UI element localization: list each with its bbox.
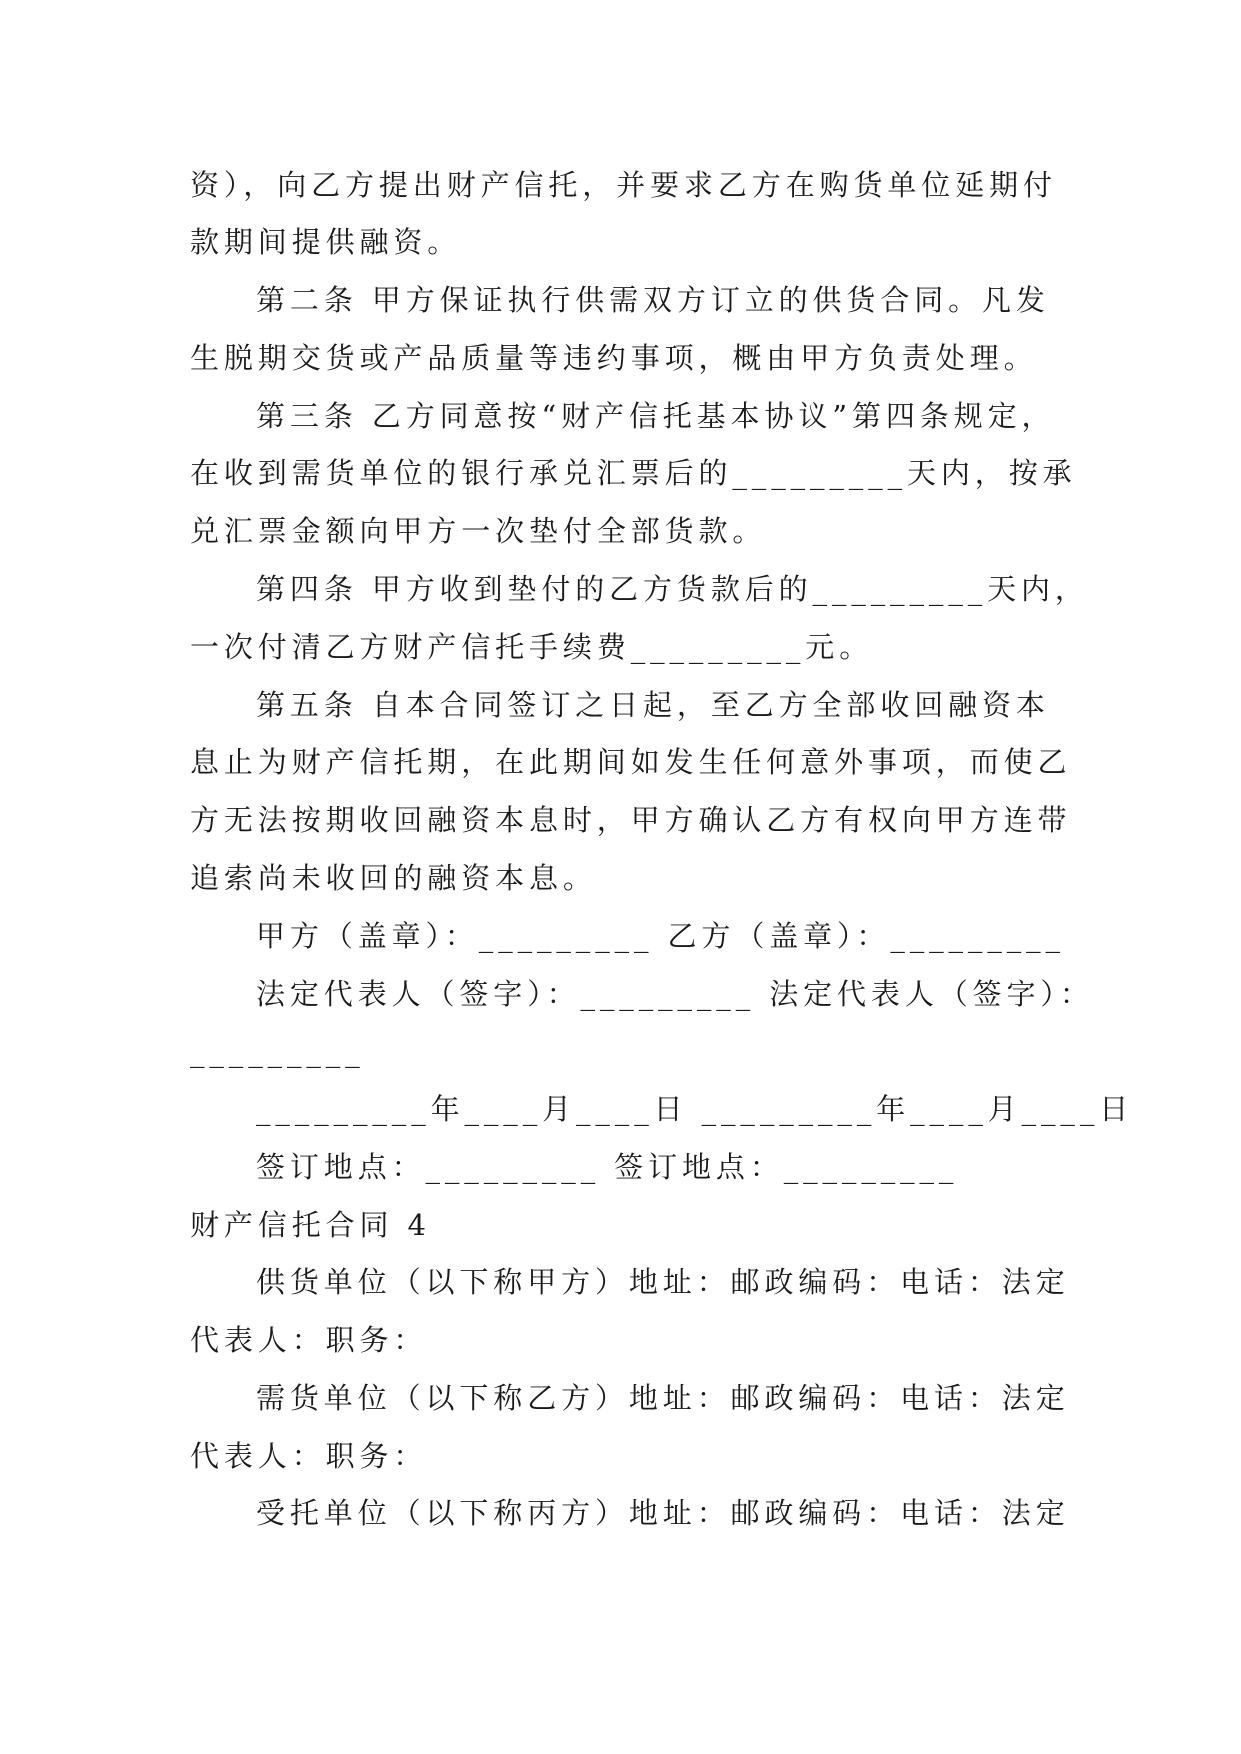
text-line: 方无法按期收回融资本息时，甲方确认乙方有权向甲方连带: [190, 803, 1072, 837]
signature-line: 法定代表人（签字）：_________ 法定代表人（签字）：: [256, 977, 1094, 1011]
article-3-line: 第三条 乙方同意按“财产信托基本协议”第四条规定，: [256, 399, 1056, 433]
place-line: 签订地点：_________ 签订地点：_________: [256, 1150, 959, 1184]
text-line: 生脱期交货或产品质量等违约事项，概由甲方负责处理。: [190, 341, 1038, 375]
text-line: 款期间提供融资。: [190, 225, 462, 259]
text-line: 兑汇票金额向甲方一次垫付全部货款。: [190, 514, 767, 548]
article-4-line: 第四条 甲方收到垫付的乙方货款后的_________天内，: [256, 572, 1089, 606]
article-5-line: 第五条 自本合同签订之日起，至乙方全部收回融资本: [256, 688, 1050, 722]
text-line: 资），向乙方提出财产信托，并要求乙方在购货单位延期付: [190, 168, 1057, 202]
article-2-line: 第二条 甲方保证执行供需双方订立的供货合同。凡发: [256, 283, 1050, 317]
party-c-line: 受托单位（以下称丙方）地址：邮政编码：电话：法定: [256, 1496, 1070, 1530]
text-line: 息止为财产信托期，在此期间如发生任何意外事项，而使乙: [190, 745, 1072, 779]
signature-blank: _________: [190, 1034, 365, 1068]
section-title: 财产信托合同 4: [190, 1208, 431, 1242]
text-line: 一次付清乙方财产信托手续费_________元。: [190, 630, 874, 664]
party-a-line: 供货单位（以下称甲方）地址：邮政编码：电话：法定: [256, 1265, 1070, 1299]
party-b-line: 需货单位（以下称乙方）地址：邮政编码：电话：法定: [256, 1381, 1070, 1415]
text-line: 在收到需货单位的银行承兑汇票后的_________天内，按承: [190, 456, 1077, 490]
text-line: 代表人：职务：: [190, 1323, 428, 1357]
date-line: _________年____月____日 _________年____月____日: [256, 1092, 1134, 1126]
text-line: 代表人：职务：: [190, 1439, 428, 1473]
seal-line: 甲方（盖章）：_________ 乙方（盖章）：_________: [256, 919, 1065, 953]
text-line: 追索尚未收回的融资本息。: [190, 861, 597, 895]
